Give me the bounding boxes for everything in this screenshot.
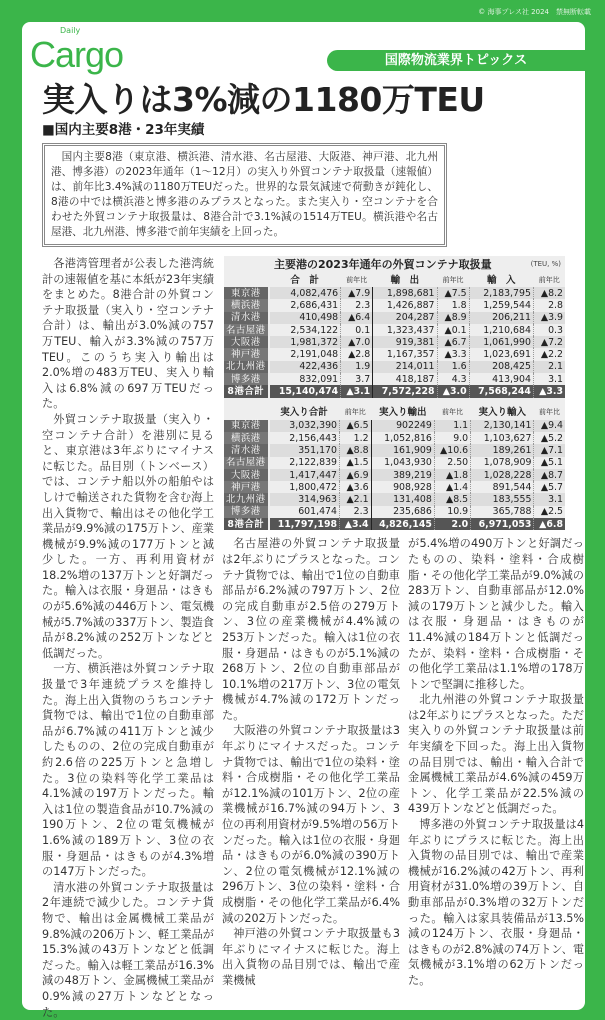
teu-value: 3,032,390 (269, 420, 340, 432)
yoy-change: ▲3.9 (533, 312, 565, 324)
total-row (224, 385, 565, 397)
yoy-change: ▲8.8 (340, 444, 372, 456)
yoy-change: 2.0 (434, 518, 470, 530)
port-name: 横浜港 (224, 299, 269, 311)
teu-value: 2,156,443 (289, 432, 337, 444)
yoy-change: ▲8.9 (437, 312, 469, 324)
teu-value: 2,183,795 (469, 287, 533, 299)
column-header: 前年比 (442, 275, 464, 284)
yoy-change: ▲6.4 (341, 312, 373, 324)
teu-value: 1,103,627 (471, 432, 534, 444)
teu-value: 7,572,228 (373, 385, 437, 397)
teu-value: 410,498 (269, 312, 341, 324)
port-name: 8港合計 (224, 518, 269, 530)
yoy-change: 2.1 (533, 361, 565, 373)
yoy-change: ▲1.4 (434, 481, 470, 493)
port-name: 大阪港 (224, 469, 269, 481)
yoy-change: ▲1.8 (434, 469, 470, 481)
teu-value: 1,052,816 (371, 432, 434, 444)
teu-value: 7,568,244 (469, 385, 533, 397)
column-header: 実入り合計 (280, 407, 328, 419)
port-name: 博多港 (224, 373, 269, 385)
port-name: 清水港 (224, 312, 269, 324)
article-body (42, 143, 584, 1020)
table-row (224, 348, 565, 360)
port-name: 神戸港 (224, 348, 269, 360)
table-row (224, 361, 565, 373)
teu-value: 2,130,141 (471, 420, 534, 432)
lead-paragraph: 国内主要8港（東京港、横浜港、清水港、名古屋港、大阪港、神戸港、北九州港、博多港）の2023年通年（1～12月）の実入り外貿コンテナ取扱量（速報値）は、前年比3.4%減の1180万TEUだった。世界的な景気減速で荷動きが鈍化し、8港の中では横浜港と博多港のみプラスとなった。また実入り・空コンテナを合わせた外貿コンテナ取扱量は、8港合計で3.1%減の1514万TEU。横浜港や名古屋港、北九州港、博多港で前年実績を上回った。 (42, 143, 447, 247)
yoy-change: ▲3.3 (533, 385, 565, 397)
yoy-change: 3.1 (534, 493, 565, 505)
body-column-1 (42, 256, 214, 1020)
table-row (224, 336, 565, 348)
yoy-change: ▲8.7 (534, 469, 565, 481)
yoy-change: 1.8 (437, 299, 469, 311)
teu-value: 351,170 (269, 444, 340, 456)
yoy-change: ▲6.5 (340, 420, 372, 432)
teu-value: 1,259,544 (469, 299, 533, 311)
port-name: 神戸港 (224, 481, 269, 493)
table-row (224, 444, 565, 456)
table-row (224, 373, 565, 385)
teu-value: 919,381 (373, 336, 437, 348)
table-title (224, 256, 565, 273)
yoy-change: ▲3.6 (340, 481, 372, 493)
yoy-change: ▲10.6 (434, 444, 470, 456)
table-total (224, 273, 565, 398)
table-row (224, 457, 565, 469)
yoy-change: 9.0 (434, 432, 470, 444)
teu-value: 601,474 (298, 506, 337, 518)
teu-value: 832,091 (299, 373, 339, 385)
yoy-change: ▲3.3 (437, 348, 469, 360)
column-header: 前年比 (538, 275, 560, 284)
yoy-change: ▲1.5 (340, 457, 372, 469)
column-header: 実入り輸出 (378, 407, 427, 419)
teu-value: 208,425 (469, 361, 533, 373)
teu-value: 902249 (371, 420, 434, 432)
subheadline: ■国内主要8港・23年実績 (42, 122, 205, 138)
body-paragraph: 外貿コンテナ取扱量（実入り・空コンテナ合計）を港別に見ると、東京港は3年ぶりにマイナスに転じた。品目別（トンベース）では、コンテナ船以外の船舶やはしけで輸送された貨物を含む海上出入貨物で、輸出はその他化学工業品が9.9%減の175万トン、産業機械が9.9%減の177万トンと減少した。一方、再利用資材が18.2%増の137万トンと好調だった。輸入は衣服・身廻品・はきものが5.6%減の446万トン、電気機械が5.7%減の337万トン、製造食品が8.2%減の252万トンなどと低調だった。 (42, 412, 214, 660)
table-title-text: 主要港の2023年通年の外貿コンテナ取扱量 (274, 258, 492, 271)
table-row (224, 432, 565, 444)
right-area (222, 256, 584, 989)
table-row (224, 481, 565, 493)
teu-value: 161,909 (371, 444, 434, 456)
teu-value: 1,167,357 (373, 348, 437, 360)
table-row (224, 287, 565, 299)
column-header: 前年比 (538, 408, 560, 417)
container-volume-table (224, 256, 565, 530)
table-unit: (TEU, %) (530, 260, 561, 268)
yoy-change: ▲7.2 (533, 336, 565, 348)
teu-value: 1,043,930 (371, 457, 434, 469)
daily-cargo-logo (30, 26, 150, 76)
yoy-change: ▲8.2 (533, 287, 565, 299)
teu-value: 1,023,691 (469, 348, 533, 360)
yoy-change: ▲6.7 (437, 336, 469, 348)
teu-value: 2,191,048 (290, 349, 339, 361)
yoy-change: ▲5.1 (534, 457, 565, 469)
yoy-change: 1.1 (434, 420, 470, 432)
teu-value: 422,436 (269, 361, 341, 373)
body-column-2 (222, 536, 400, 988)
body-paragraph: 大阪港の外貿コンテナ取扱量は3年ぶりにマイナスだった。コンテナ貨物では、輸出で1位の染料・塗料・合成樹脂・その他化学工業品が12.1%減の101万トン、2位の産業機械が16.7%減の94万トン、3位の再利用資材が9.5%増の56万トンだった。輸入は1位の衣服・身廻品・はきものが6.0%減の390万トン、2位の電気機械が12.1%減の296万トン、3位の染料・塗料・合成樹脂・その他化学工業品が6.4%減の202万トンだった。 (222, 724, 400, 925)
yoy-change: 0.3 (533, 324, 565, 336)
yoy-change: 3.1 (533, 373, 565, 385)
table-row (224, 493, 565, 505)
header-blank (224, 273, 269, 287)
yoy-change: ▲5.2 (534, 432, 565, 444)
teu-value: 418,187 (373, 373, 437, 385)
teu-value: 365,788 (471, 506, 534, 518)
yoy-change: 10.9 (434, 506, 470, 518)
port-name: 北九州港 (224, 493, 269, 505)
yoy-change: 4.3 (437, 373, 469, 385)
teu-value: 2,122,839 (289, 457, 337, 469)
teu-value: 183,555 (471, 493, 534, 505)
yoy-change: ▲2.2 (533, 348, 565, 360)
yoy-change: ▲7.1 (534, 444, 565, 456)
yoy-change: 1.9 (341, 361, 373, 373)
yoy-change: 3.7 (341, 373, 373, 385)
teu-value: 1,210,684 (469, 324, 533, 336)
teu-value: 1,061,990 (469, 336, 533, 348)
header-blank (224, 406, 269, 420)
table-row (224, 312, 565, 324)
table-header-row (224, 273, 565, 287)
yoy-change: ▲8.5 (434, 493, 470, 505)
port-name: 東京港 (224, 287, 269, 299)
teu-value: 1,800,472 (289, 481, 337, 493)
teu-value: 131,408 (371, 493, 434, 505)
table-laden (224, 406, 565, 531)
yoy-change: ▲9.4 (534, 420, 565, 432)
teu-value: 1,426,887 (373, 299, 437, 311)
teu-value: 235,686 (371, 506, 434, 518)
yoy-change: 0.1 (341, 324, 373, 336)
teu-value: 908,928 (371, 481, 434, 493)
yoy-change: 1.6 (437, 361, 469, 373)
teu-value: 1,323,437 (373, 324, 437, 336)
teu-value: 214,011 (373, 361, 437, 373)
body-paragraph: 北九州港の外貿コンテナ取扱量は2年ぶりにプラスとなった。ただ実入りの外貿コンテナ取扱量は前年実績を下回った。海上出入貨物の品目別では、輸出・輸入合計で金属機械工業品が4.6%減の459万トン、化学工業品が22.5%減の439万トンなどと低調だった。 (408, 693, 584, 816)
teu-value: 4,826,145 (371, 518, 434, 530)
table-row (224, 469, 565, 481)
port-name: 東京港 (224, 420, 269, 432)
teu-value: 389,219 (371, 469, 434, 481)
yoy-change: 2.3 (341, 299, 373, 311)
yoy-change: ▲3.1 (341, 385, 373, 397)
yoy-change: ▲2.1 (340, 493, 372, 505)
table-row (224, 299, 565, 311)
table-row (224, 506, 565, 518)
column-header: 輸 入 (487, 274, 516, 286)
column-header: 合 計 (290, 274, 319, 286)
yoy-change: ▲3.0 (437, 385, 469, 397)
yoy-change: ▲5.7 (534, 481, 565, 493)
port-name: 清水港 (224, 444, 269, 456)
body-paragraph: 神戸港の外貿コンテナ取扱量も3年ぶりにマイナスに転じた。海上出入貨物の品目別では、輸出で産業機械 (222, 927, 400, 987)
body-paragraph: 清水港の外貿コンテナ取扱量は2年連続で減少した。コンテナ貨物で、輸出は金属機械工業品が9.8%減の206万トン、軽工業品が15.3%減の43万トンなどと低調だった。輸入は軽工業品が16.3%減の48万トン、金属機械工業品が0.9%減の27万トンなどとなった。 (42, 880, 214, 1019)
teu-value: 11,797,198 (269, 518, 340, 530)
copyright: © 海事プレス社 2024 禁無断転載 (478, 8, 591, 16)
yoy-change: ▲6.9 (340, 469, 372, 481)
teu-value: 206,211 (469, 312, 533, 324)
column-header: 輸 出 (390, 274, 420, 286)
yoy-change: ▲7.9 (341, 287, 373, 299)
teu-value: 1,417,447 (269, 469, 340, 481)
yoy-change: ▲0.1 (437, 324, 469, 336)
yoy-change: ▲2.8 (341, 348, 373, 360)
teu-value: 6,971,053 (471, 518, 534, 530)
column-header: 前年比 (346, 275, 368, 284)
yoy-change: 2.3 (340, 506, 372, 518)
body-paragraph: 一方、横浜港は外貿コンテナ取扱量で3年連続プラスを維持した。海上出入貨物のうちコンテナ貨物では、輸出で1位の自動車部品が6.7%減の411万トンと減少したものの、2位の完成自動車が約2.6倍の225万トンと急増した。3位の染料等化学工業品は4.1%減の197万トンだった。輸入は1位の製造食品が10.7%減の190万トン、2位の電気機械が1.6%減の189万トン、3位の衣服・身廻品・はきものが4.3%増の147万トンだった。 (42, 662, 214, 879)
body-column-3 (408, 536, 584, 988)
table-row (224, 324, 565, 336)
teu-value: 891,544 (471, 481, 534, 493)
teu-value: 2,534,122 (290, 324, 339, 336)
teu-value: 413,904 (469, 373, 533, 385)
headline: 実入りは3%減の1180万TEU (42, 80, 485, 119)
body-paragraph: 名古屋港の外貿コンテナ取扱量は2年ぶりにプラスとなった。コンテナ貨物では、輸出で1位の自動車部品が6.2%減の797万トン、2位の完成自動車が2.5倍の279万トン、3位の産業機械が4.4%減の253万トンだった。輸入は1位の衣服・身廻品・はきものが5.1%減の268万トン、2位の自動車部品が10.1%増の217万トン、3位の電気機械が4.7%減の172万トンだった。 (222, 537, 400, 722)
logo-daily: Daily (60, 26, 81, 35)
port-name: 博多港 (224, 506, 269, 518)
teu-value: 204,287 (373, 312, 437, 324)
yoy-change: ▲7.5 (437, 287, 469, 299)
yoy-change: ▲7.0 (341, 336, 373, 348)
port-name: 名古屋港 (224, 457, 269, 469)
yoy-change: 1.2 (340, 432, 372, 444)
table-row (224, 420, 565, 432)
teu-value: 15,140,474 (269, 385, 341, 397)
logo-cargo: Cargo (30, 34, 124, 75)
teu-value: 1,078,909 (471, 457, 534, 469)
body-paragraph: 各港湾管理者が公表した港湾統計の速報値を基に本紙が23年実績をまとめた。8港合計の外貿コンテナ取扱量（実入り・空コンテナ合計）は、輸出が3.0%減の757万TEU、輸入が3.3%減の757万TEU。このうち実入り輸出は2.0%増の483万TEU、実入り輸入は6.8%減の697万TEUだった。 (42, 257, 214, 411)
port-name: 大阪港 (224, 336, 269, 348)
teu-value: 1,898,681 (373, 287, 437, 299)
yoy-change: ▲6.8 (534, 518, 565, 530)
body-paragraph: 博多港の外貿コンテナ取扱量は4年ぶりにプラスに転じた。海上出入貨物の品目別では、輸出で産業機械が16.2%減の42万トン、再利用資材が31.0%増の39万トン、自動車部品が0.3%増の32万トンだった。輸入は家具装備品が13.5%減の124万トン、衣服・身廻品・はきものが2.8%減の74万トン、電気機械が3.1%増の62万トンだった。 (408, 818, 585, 987)
teu-value: 314,963 (269, 493, 340, 505)
yoy-change: ▲3.4 (340, 518, 372, 530)
column-header: 実入り輸入 (478, 407, 527, 419)
teu-value: 4,082,476 (269, 287, 341, 299)
table-header-row (224, 406, 565, 420)
total-row (224, 518, 565, 530)
teu-value: 189,261 (471, 444, 534, 456)
column-header: 前年比 (442, 408, 463, 417)
port-name: 北九州港 (224, 361, 269, 373)
section-label: 国際物流業界トピックス (327, 50, 585, 71)
body-paragraph: が5.4%増の490万トンと好調だったものの、染料・塗料・合成樹脂・その他化学工業品が9.0%減の283万トン、自動車部品が12.0%減の179万トンと減少した。輸入は衣服・身廻品・はきものが11.4%減の184万トンと低調だったが、染料・塗料・合成樹脂・その他化学工業品は1.1%増の178万トンで堅調に推移した。 (408, 537, 584, 691)
teu-value: 2,686,431 (290, 299, 339, 311)
port-name: 横浜港 (224, 432, 269, 444)
yoy-change: 2.50 (434, 457, 470, 469)
yoy-change: 2.8 (533, 299, 565, 311)
port-name: 名古屋港 (224, 324, 269, 336)
teu-value: 1,028,228 (471, 469, 534, 481)
port-name: 8港合計 (224, 385, 269, 397)
column-header: 前年比 (344, 408, 366, 417)
teu-value: 1,981,372 (269, 336, 341, 348)
yoy-change: ▲2.5 (534, 506, 565, 518)
